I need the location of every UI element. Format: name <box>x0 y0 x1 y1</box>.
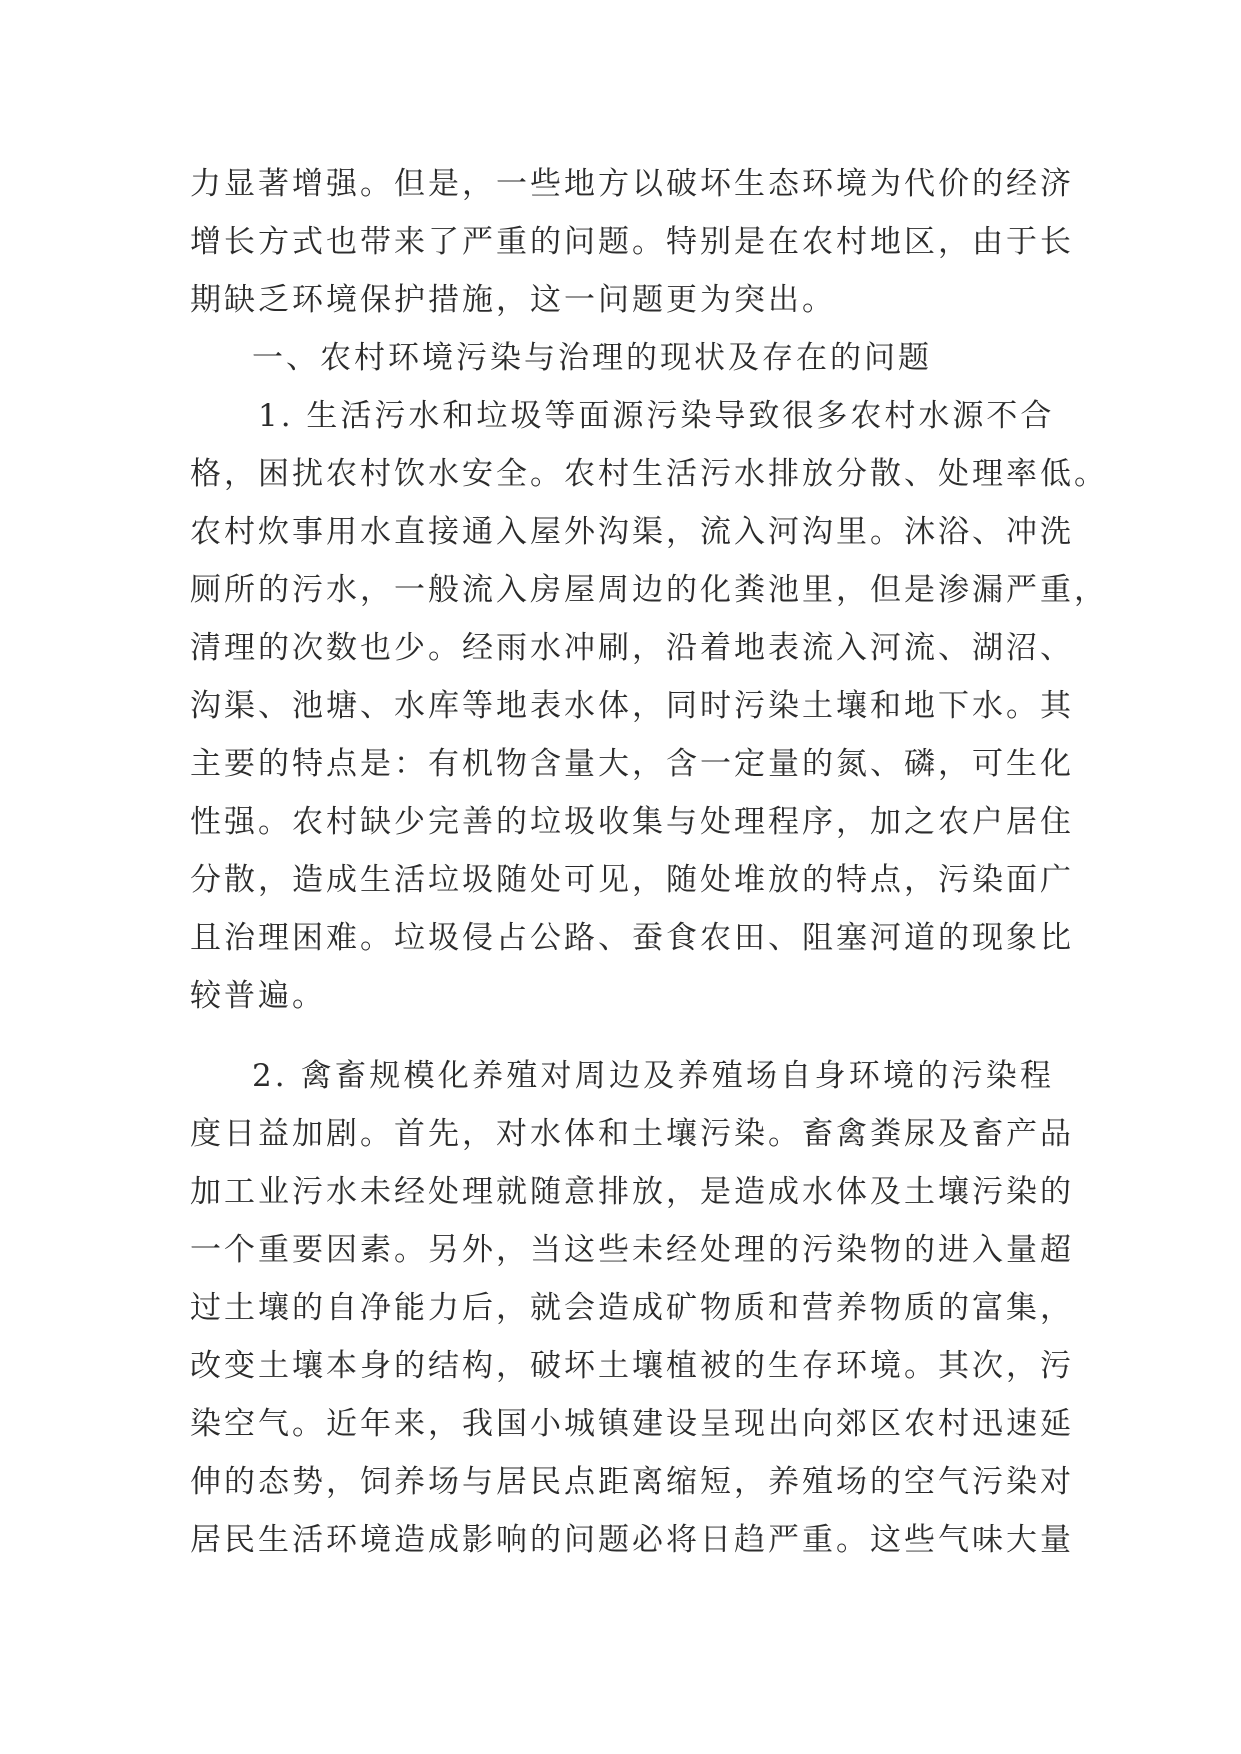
intro-line-3: 期缺乏环境保护措施，这一问题更为突出。 <box>190 282 836 318</box>
para1-line-9: 分散，造成生活垃圾随处可见，随处堆放的特点，污染面广 <box>190 862 1074 898</box>
paragraph-gap <box>190 1025 1054 1047</box>
para1-line-7: 主要的特点是：有机物含量大，含一定量的氮、磷，可生化 <box>190 746 1074 782</box>
para2-line-2: 度日益加剧。首先，对水体和土壤污染。畜禽粪尿及畜产品 <box>190 1116 1074 1152</box>
para1-line-8: 性强。农村缺少完善的垃圾收集与处理程序，加之农户居住 <box>190 804 1074 840</box>
section-heading: 一、农村环境污染与治理的现状及存在的问题 <box>252 340 932 376</box>
para2-line-4: 一个重要因素。另外，当这些未经处理的污染物的进入量超 <box>190 1232 1074 1268</box>
para1-line-4: 厕所的污水，一般流入房屋周边的化粪池里，但是渗漏严重， <box>190 572 1108 608</box>
para2-line-6: 改变土壤本身的结构，破坏土壤植被的生存环境。其次，污 <box>190 1348 1074 1384</box>
document-body <box>190 155 1108 1569</box>
para2-line-5: 过土壤的自净能力后，就会造成矿物质和营养物质的富集， <box>190 1290 1074 1326</box>
para2-line-9: 居民生活环境造成影响的问题必将日趋严重。这些气味大量 <box>190 1522 1074 1558</box>
para2-line-3: 加工业污水未经处理就随意排放，是造成水体及土壤污染的 <box>190 1174 1074 1210</box>
intro-line-2: 增长方式也带来了严重的问题。特别是在农村地区，由于长 <box>190 224 1074 260</box>
para1-line-10: 且治理困难。垃圾侵占公路、蚕食农田、阻塞河道的现象比 <box>190 920 1074 956</box>
para1-line-1: 1. 生活污水和垃圾等面源污染导致很多农村水源不合 <box>258 398 1055 434</box>
para1-line-6: 沟渠、池塘、水库等地表水体，同时污染土壤和地下水。其 <box>190 688 1074 724</box>
para2-line-1: 2. 禽畜规模化养殖对周边及养殖场自身环境的污染程 <box>252 1058 1054 1094</box>
para1-line-5: 清理的次数也少。经雨水冲刷，沿着地表流入河流、湖沼、 <box>190 630 1074 666</box>
para1-line-2: 格，困扰农村饮水安全。农村生活污水排放分散、处理率低。 <box>190 456 1108 492</box>
para2-line-8: 伸的态势，饲养场与居民点距离缩短，养殖场的空气污染对 <box>190 1464 1074 1500</box>
para1-line-11: 较普遍。 <box>190 978 326 1014</box>
para1-line-3: 农村炊事用水直接通入屋外沟渠，流入河沟里。沐浴、冲洗 <box>190 514 1074 550</box>
para2-line-7: 染空气。近年来，我国小城镇建设呈现出向郊区农村迅速延 <box>190 1406 1074 1442</box>
intro-line-1: 力显著增强。但是，一些地方以破坏生态环境为代价的经济 <box>190 166 1074 202</box>
